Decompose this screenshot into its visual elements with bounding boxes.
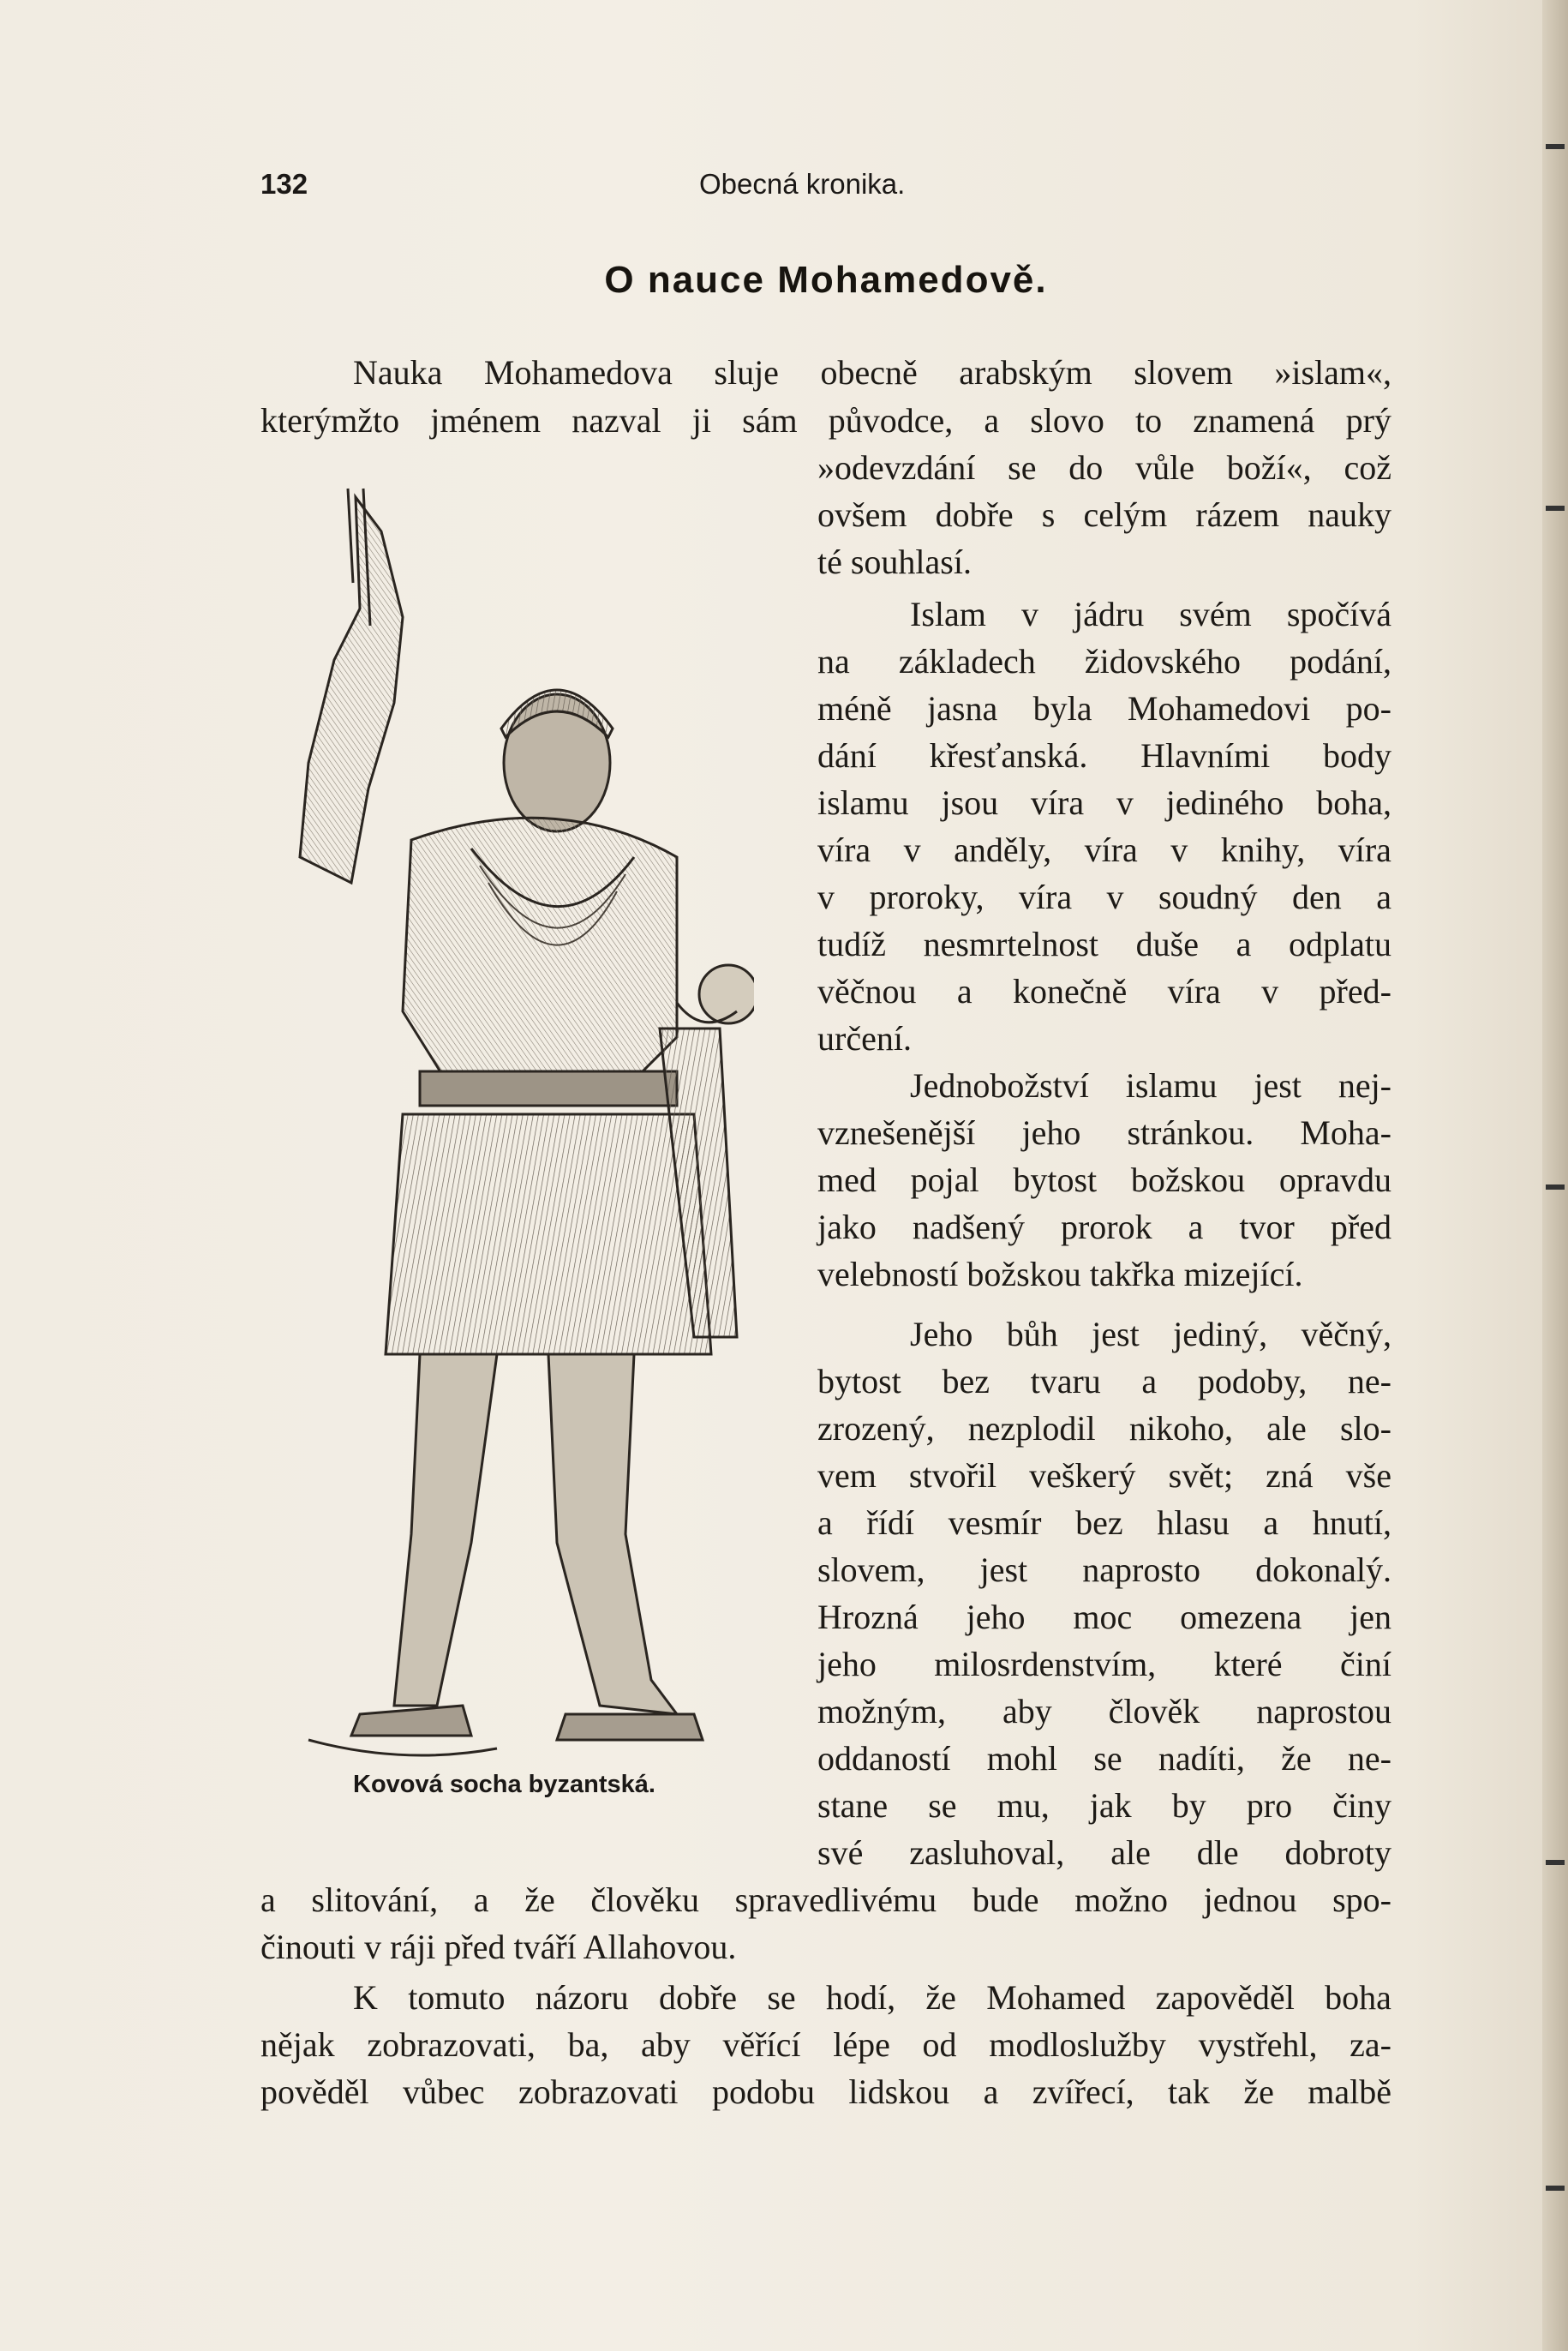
word: nějak [260, 2025, 335, 2064]
word: ale [1266, 1409, 1307, 1448]
word: byla [1032, 689, 1092, 728]
word: arabským [959, 353, 1092, 392]
word: jest [979, 1550, 1028, 1589]
word: med [817, 1161, 877, 1199]
text-line [817, 1594, 1391, 1640]
word: ale [1110, 1833, 1151, 1872]
text-line [817, 921, 1391, 968]
word: bůh [1006, 1315, 1058, 1353]
word: jménem [430, 401, 542, 440]
word: a [1376, 878, 1391, 916]
word: naprosto [1082, 1550, 1201, 1589]
word: oddaností [817, 1739, 951, 1778]
word: »islam«, [1274, 353, 1391, 392]
word: a [1141, 1362, 1158, 1400]
word: spočívá [1286, 595, 1391, 633]
word: že [524, 1880, 555, 1919]
word: prý [1345, 401, 1391, 440]
word: bude [972, 1880, 1039, 1919]
word: nadšený [912, 1208, 1025, 1246]
word: a [1188, 1208, 1204, 1246]
word: jediný, [1173, 1315, 1268, 1353]
word: věřící [722, 2025, 801, 2064]
word: věčnou [817, 972, 917, 1011]
word: své [817, 1833, 864, 1872]
word: podobu [711, 2072, 815, 2111]
word: a [1236, 925, 1252, 963]
word: Hrozná [817, 1598, 919, 1636]
word: spo- [1332, 1880, 1391, 1919]
word: činí [1339, 1645, 1391, 1683]
word: víra [1030, 783, 1085, 822]
text-line [817, 1311, 1391, 1358]
word: mu, [996, 1786, 1050, 1825]
text-line [817, 591, 1391, 638]
text-line [260, 2022, 1391, 2068]
word: knihy, [1220, 831, 1306, 869]
word: modloslužby [989, 2025, 1166, 2064]
word: dobře [935, 495, 1014, 534]
text-line [817, 1063, 1391, 1109]
word: základech [898, 642, 1036, 681]
word: tak [1168, 2072, 1210, 2111]
byzantine-statue-icon [274, 480, 754, 1783]
text-line [817, 1453, 1391, 1499]
word: nezplodil [967, 1409, 1096, 1448]
word: proroky, [869, 878, 984, 916]
word: Mohamedova [483, 353, 673, 392]
word: pro [1246, 1786, 1293, 1825]
word: židovského [1084, 642, 1242, 681]
word: celým [1083, 495, 1168, 534]
word: jednou [1203, 1880, 1297, 1919]
text-line [817, 1783, 1391, 1829]
word: jasna [927, 689, 998, 728]
word: nikoho, [1128, 1409, 1233, 1448]
word: a [473, 1880, 489, 1919]
word: dle [1196, 1833, 1239, 1872]
word: bytost [817, 1362, 901, 1400]
text-line: velebností božskou takřka mizející. [817, 1255, 1303, 1293]
word: od [922, 2025, 957, 2064]
word: boží«, [1226, 448, 1312, 487]
word: v [1170, 831, 1188, 869]
edge-mark [1546, 1184, 1565, 1190]
word: ji [691, 401, 712, 440]
word: Islam [910, 595, 986, 633]
word: nauky [1308, 495, 1391, 534]
word: slovem [1134, 353, 1233, 392]
text-line [817, 1110, 1391, 1156]
word: v [1261, 972, 1279, 1011]
word: člověk [1108, 1692, 1200, 1730]
word: víra [1338, 831, 1391, 869]
word: bez [1075, 1503, 1123, 1542]
word: pověděl [260, 2072, 369, 2111]
word: se [928, 1786, 957, 1825]
word: v [1020, 595, 1038, 633]
word: vůbec [403, 2072, 485, 2111]
word: zasluhoval, [909, 1833, 1065, 1872]
word: na [817, 642, 850, 681]
text-line [817, 492, 1391, 538]
word: nesmrtelnost [923, 925, 1099, 963]
word: víra [1084, 831, 1138, 869]
text-line [817, 1641, 1391, 1688]
word: jediného [1165, 783, 1284, 822]
word: konečně [1013, 972, 1128, 1011]
word: v [903, 831, 921, 869]
word: jsou [941, 783, 999, 822]
word: by [1171, 1786, 1206, 1825]
text-line [817, 1547, 1391, 1593]
word: jest [1092, 1315, 1140, 1353]
text-line [817, 639, 1391, 685]
word: Nauka [353, 353, 443, 392]
text-line [817, 827, 1391, 873]
word: jeho [817, 1645, 877, 1683]
word: aby [641, 2025, 691, 2064]
word: jádru [1074, 595, 1145, 633]
word: islamu [817, 783, 909, 822]
word: činy [1332, 1786, 1391, 1825]
word: a [956, 972, 973, 1011]
word: bytost [1013, 1161, 1098, 1199]
text-line [817, 1157, 1391, 1203]
text-line [817, 969, 1391, 1015]
word: duše [1135, 925, 1199, 963]
text-line [817, 1830, 1391, 1876]
word: a [1263, 1503, 1279, 1542]
text-line: té souhlasí. [817, 543, 972, 581]
word: lépe [833, 2025, 890, 2064]
word: Moha- [1300, 1113, 1391, 1152]
edge-mark [1546, 506, 1565, 511]
word: opravdu [1278, 1161, 1391, 1199]
word: stvořil [908, 1456, 997, 1495]
word: božskou [1130, 1161, 1246, 1199]
word: dokonalý. [1255, 1550, 1391, 1589]
word: se [767, 1978, 796, 2017]
text-line: činouti v ráji před tváří Allahovou. [260, 1928, 737, 1966]
word: nadíti, [1158, 1739, 1245, 1778]
word: původce, [828, 401, 954, 440]
word: boha [1325, 1978, 1391, 2017]
word: slovem, [817, 1550, 925, 1589]
word: den [1292, 878, 1342, 916]
word: sluje [714, 353, 779, 392]
word: lidskou [848, 2072, 950, 2111]
word: mohl [986, 1739, 1058, 1778]
word: rázem [1195, 495, 1280, 534]
word: islamu [1125, 1066, 1218, 1105]
word: ne- [1347, 1739, 1391, 1778]
word: zapověděl [1155, 1978, 1295, 2017]
word: hlasu [1157, 1503, 1230, 1542]
word: nej- [1338, 1066, 1391, 1105]
word: po- [1345, 689, 1391, 728]
word: jak [1089, 1786, 1132, 1825]
word: bez [942, 1362, 990, 1400]
word: hodí, [825, 1978, 896, 2017]
word: víra [817, 831, 871, 869]
word: vesmír [948, 1503, 1042, 1542]
word: což [1344, 448, 1391, 487]
word: svět; [1168, 1456, 1234, 1495]
word: »odevzdání [817, 448, 976, 487]
page-header [260, 168, 1391, 211]
word: dobře [658, 1978, 738, 2017]
text-line [260, 398, 1391, 444]
word: Jeho [910, 1315, 973, 1353]
word: že [1243, 2072, 1274, 2111]
word: tudíž [817, 925, 886, 963]
word: prorok [1060, 1208, 1152, 1246]
word: K [353, 1978, 378, 2017]
word: člověku [590, 1880, 699, 1919]
word: podoby, [1197, 1362, 1308, 1400]
word: milosrdenstvím, [934, 1645, 1157, 1683]
word: že [1281, 1739, 1312, 1778]
word: víra [1018, 878, 1073, 916]
statue-illustration [274, 480, 754, 1783]
text-line [260, 2069, 1391, 2115]
word: vznešenější [817, 1113, 976, 1152]
word: zobrazovati, [367, 2025, 536, 2064]
word: možno [1074, 1880, 1168, 1919]
word: názoru [535, 1978, 629, 2017]
word: ne- [1347, 1362, 1391, 1400]
word: vystřehl, [1198, 2025, 1318, 2064]
word: jen [1350, 1598, 1391, 1636]
word: vem [817, 1456, 877, 1495]
word: znamená [1193, 401, 1315, 440]
word: a [260, 1880, 276, 1919]
word: do [1068, 448, 1104, 487]
word: křesťanská. [929, 736, 1088, 775]
word: tvor [1239, 1208, 1295, 1246]
word: stane [817, 1786, 889, 1825]
word: pojal [910, 1161, 979, 1199]
text-line [817, 733, 1391, 779]
word: s [1041, 495, 1056, 534]
section-heading: O nauce Mohamedově. [604, 259, 1048, 301]
word: slo- [1339, 1409, 1391, 1448]
word: řídí [866, 1503, 914, 1542]
word: soudný [1158, 878, 1258, 916]
text-line [817, 874, 1391, 921]
word: se [1008, 448, 1037, 487]
word: jeho [966, 1598, 1026, 1636]
word: odplatu [1289, 925, 1391, 963]
word: ovšem [817, 495, 907, 534]
word: slovo [1030, 401, 1104, 440]
word: naprostou [1256, 1692, 1391, 1730]
figure-caption: Kovová socha byzantská. [353, 1771, 655, 1798]
edge-mark [1546, 144, 1565, 149]
word: ba, [567, 2025, 609, 2064]
word: veškerý [1029, 1456, 1136, 1495]
word: jest [1254, 1066, 1302, 1105]
edge-mark [1546, 2186, 1565, 2191]
word: omezena [1180, 1598, 1302, 1636]
word: a [983, 2072, 999, 2111]
text-line [817, 686, 1391, 732]
word: před- [1319, 972, 1391, 1011]
word: podání, [1290, 642, 1391, 681]
word: jako [817, 1208, 877, 1246]
word: moc [1073, 1598, 1133, 1636]
word: nazval [572, 401, 661, 440]
word: anděly, [954, 831, 1052, 869]
word: svém [1179, 595, 1252, 633]
word: Mohamedovi [1127, 689, 1311, 728]
text-line [260, 350, 1391, 396]
word: hnutí, [1312, 1503, 1391, 1542]
word: Hlavními [1140, 736, 1271, 775]
word: boha, [1316, 783, 1391, 822]
word: za- [1350, 2025, 1391, 2064]
text-line [817, 445, 1391, 491]
text-line [260, 1877, 1391, 1923]
word: které [1213, 1645, 1283, 1683]
edge-mark [1546, 1860, 1565, 1865]
word: možným, [817, 1692, 946, 1730]
word: tvaru [1030, 1362, 1101, 1400]
word: zobrazovati [518, 2072, 679, 2111]
text-line [817, 1688, 1391, 1735]
word: slitování, [311, 1880, 439, 1919]
text-line [817, 1358, 1391, 1405]
word: body [1322, 736, 1391, 775]
word: a [817, 1503, 833, 1542]
text-line [817, 1406, 1391, 1452]
word: Mohamed [986, 1978, 1126, 2017]
word: Jednobožství [910, 1066, 1089, 1105]
word: v [1106, 878, 1124, 916]
word: víra [1167, 972, 1221, 1011]
word: stránkou. [1127, 1113, 1254, 1152]
word: věčný, [1301, 1315, 1391, 1353]
text-line [817, 1736, 1391, 1782]
word: méně [817, 689, 892, 728]
word: dobroty [1284, 1833, 1391, 1872]
word: to [1135, 401, 1163, 440]
word: aby [1002, 1692, 1052, 1730]
running-title: Obecná kronika. [699, 168, 906, 200]
word: jeho [1021, 1113, 1081, 1152]
word: vůle [1135, 448, 1194, 487]
word: zná [1266, 1456, 1314, 1495]
word: a [984, 401, 1000, 440]
word: v [1116, 783, 1134, 822]
word: malbě [1308, 2072, 1391, 2111]
text-line [260, 1975, 1391, 2021]
word: že [925, 1978, 956, 2017]
word: vše [1345, 1456, 1391, 1495]
word: zvířecí, [1032, 2072, 1134, 2111]
word: se [1093, 1739, 1122, 1778]
word: obecně [820, 353, 918, 392]
page-gutter [1542, 0, 1568, 2351]
word: před [1330, 1208, 1391, 1246]
word: sám [742, 401, 798, 440]
word: spravedlivému [734, 1880, 937, 1919]
word: v [817, 878, 835, 916]
text-line [817, 780, 1391, 826]
text-line [817, 1500, 1391, 1546]
word: tomuto [408, 1978, 506, 2017]
text-line [817, 1204, 1391, 1250]
word: zrozený, [817, 1409, 935, 1448]
text-line: určení. [817, 1019, 912, 1058]
page-number: 132 [260, 168, 308, 200]
word: dání [817, 736, 877, 775]
word: kterýmžto [260, 401, 400, 440]
